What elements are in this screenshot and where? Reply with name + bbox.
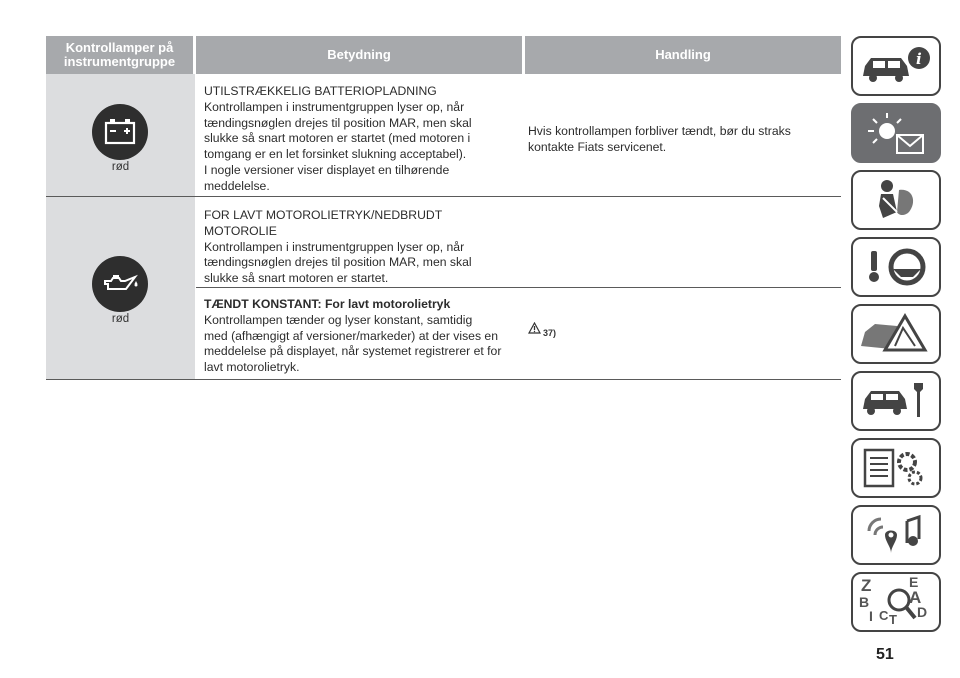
safety-airbag-icon: [853, 172, 939, 228]
tab-safety[interactable]: [851, 170, 941, 230]
page-number: 51: [876, 646, 894, 663]
battery-icon: [92, 104, 148, 160]
sub-heading: TÆNDT KONSTANT: For lavt motorolietryk: [204, 297, 451, 311]
sub-row-divider: [196, 287, 841, 288]
tab-starting-driving[interactable]: [851, 237, 941, 297]
emergency-icon: [853, 306, 939, 362]
tab-warning-lights[interactable]: [851, 103, 941, 163]
header-lamps: Kontrollamper på instrumentgruppe: [46, 36, 193, 74]
index-letter: E: [909, 574, 919, 590]
technical-data-icon: [853, 440, 939, 496]
table-bottom-rule: [46, 379, 841, 380]
tab-car-info[interactable]: [851, 36, 941, 96]
tab-index[interactable]: [851, 572, 941, 632]
tab-emergency[interactable]: [851, 304, 941, 364]
index-letter: D: [917, 604, 928, 620]
index-letter: Z: [861, 576, 872, 595]
warning-triangle-icon: [528, 322, 541, 334]
car-info-icon: [853, 38, 939, 94]
meaning-text-oil-constant: TÆNDT KONSTANT: For lavt motorolietryk Kontrollampen tænder og lyser konstant, samtidig med (afhængigt af versioner/markeder) at der vises en meddelelse på displayet, når systemet registrerer et for lavt motorolietryk.: [204, 297, 502, 375]
index-letter: T: [889, 612, 897, 627]
index-letter: I: [869, 608, 873, 624]
starting-driving-icon: [853, 239, 939, 295]
maintenance-icon: [853, 373, 939, 429]
header-action: Handling: [525, 36, 841, 74]
row-divider: [46, 196, 841, 197]
tab-multimedia[interactable]: [851, 505, 941, 565]
index-letter: C: [879, 608, 889, 623]
multimedia-icon: [853, 507, 939, 563]
meaning-text-battery: UTILSTRÆKKELIG BATTERIOPLADNING Kontrollampen i instrumentgruppen lyser op, når tændingsnøglen drejes til position MAR, men skal slukke så snart motoren er startet (med motoren i tomgang er en let forsinket slukning acceptabel). I nogle versioner viser displayet en tilhørende meddelelse.: [204, 84, 472, 193]
tab-technical-data[interactable]: [851, 438, 941, 498]
tab-maintenance[interactable]: [851, 371, 941, 431]
color-label: rød: [111, 313, 130, 325]
svg-text:i: i: [916, 50, 922, 68]
warning-lights-icon: [853, 105, 939, 161]
header-meaning: Betydning: [196, 36, 522, 74]
color-label: rød: [111, 161, 130, 173]
meaning-text-oil: FOR LAVT MOTOROLIETRYK/NEDBRUDT MOTOROLIE Kontrollampen i instrumentgruppen lyser op, når tændingsnøglen drejes til position MAR, men skal slukke så snart motoren er startet.: [204, 208, 472, 286]
action-text-battery: Hvis kontrollampen forbliver tændt, bør du straks kontakte Fiats servicenet.: [528, 124, 791, 154]
index-letter: A: [909, 588, 922, 607]
index-letter: B: [859, 594, 870, 610]
oil-can-icon: [92, 256, 148, 312]
warning-reference: 37): [543, 328, 557, 338]
